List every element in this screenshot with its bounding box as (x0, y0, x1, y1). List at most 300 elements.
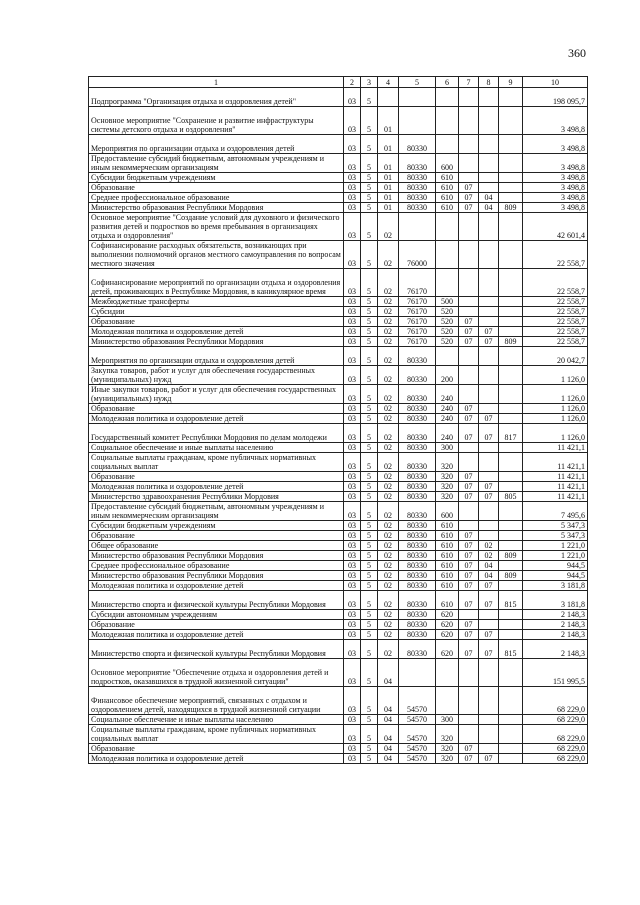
cell-subsection (479, 154, 499, 173)
cell-subsection (479, 297, 499, 307)
cell-subprogram: 5 (361, 640, 378, 659)
cell-direction: 80330 (399, 347, 436, 366)
cell-program: 03 (344, 744, 361, 754)
cell-section: 07 (459, 203, 479, 213)
cell-program: 03 (344, 610, 361, 620)
cell-name: Образование (89, 317, 344, 327)
cell-section: 07 (459, 551, 479, 561)
cell-section: 07 (459, 492, 479, 502)
cell-section (459, 687, 479, 715)
table-body (89, 88, 588, 764)
cell-direction: 54570 (399, 725, 436, 744)
cell-subprogram: 5 (361, 193, 378, 203)
cell-ministry: 809 (499, 337, 523, 347)
cell-ministry (499, 154, 523, 173)
cell-name: Министерство образования Республики Мордовия (89, 571, 344, 581)
cell-section: 07 (459, 620, 479, 630)
cell-direction (399, 659, 436, 687)
cell-section: 07 (459, 744, 479, 754)
cell-amount: 1 126,0 (523, 404, 588, 414)
cell-name: Молодежная политика и оздоровление детей (89, 630, 344, 640)
cell-direction: 80330 (399, 173, 436, 183)
cell-direction: 76170 (399, 307, 436, 317)
cell-subprogram: 5 (361, 591, 378, 610)
cell-subprogram: 5 (361, 630, 378, 640)
cell-program: 03 (344, 327, 361, 337)
cell-section (459, 715, 479, 725)
cell-ministry: 809 (499, 551, 523, 561)
cell-direction: 80330 (399, 414, 436, 424)
cell-section: 07 (459, 581, 479, 591)
cell-ministry (499, 297, 523, 307)
cell-subsection (479, 241, 499, 269)
cell-subsection: 07 (479, 424, 499, 443)
cell-amount: 2 148,3 (523, 630, 588, 640)
cell-amount: 3 498,8 (523, 135, 588, 154)
cell-subprogram: 5 (361, 744, 378, 754)
cell-expense-type: 520 (436, 327, 459, 337)
cell-activity: 01 (378, 203, 399, 213)
table-row (89, 366, 588, 385)
cell-activity: 01 (378, 135, 399, 154)
cell-amount: 68 229,0 (523, 715, 588, 725)
cell-program: 03 (344, 687, 361, 715)
cell-name: Государственный комитет Республики Мордовия по делам молодежи (89, 424, 344, 443)
cell-subprogram: 5 (361, 754, 378, 764)
cell-direction: 80330 (399, 443, 436, 453)
cell-subprogram: 5 (361, 687, 378, 715)
header-row (89, 77, 588, 88)
cell-name: Министерство образования Республики Мордовия (89, 551, 344, 561)
cell-subprogram: 5 (361, 581, 378, 591)
cell-section (459, 269, 479, 297)
cell-direction (399, 107, 436, 135)
table-row (89, 531, 588, 541)
cell-amount: 42 601,4 (523, 213, 588, 241)
cell-section: 07 (459, 472, 479, 482)
cell-amount: 1 126,0 (523, 424, 588, 443)
cell-expense-type: 610 (436, 183, 459, 193)
cell-ministry (499, 414, 523, 424)
cell-subsection (479, 404, 499, 414)
cell-program: 03 (344, 366, 361, 385)
cell-program: 03 (344, 88, 361, 107)
table-row (89, 482, 588, 492)
cell-activity: 01 (378, 154, 399, 173)
cell-subsection: 07 (479, 630, 499, 640)
cell-direction: 54570 (399, 744, 436, 754)
cell-subprogram: 5 (361, 472, 378, 482)
cell-subprogram: 5 (361, 531, 378, 541)
cell-amount: 1 221,0 (523, 541, 588, 551)
cell-ministry (499, 531, 523, 541)
cell-ministry (499, 88, 523, 107)
table-row (89, 414, 588, 424)
cell-subsection: 07 (479, 754, 499, 764)
cell-ministry (499, 715, 523, 725)
cell-subsection (479, 317, 499, 327)
cell-activity: 02 (378, 531, 399, 541)
cell-subsection: 07 (479, 581, 499, 591)
cell-activity: 02 (378, 337, 399, 347)
cell-subsection (479, 135, 499, 154)
cell-subsection (479, 620, 499, 630)
cell-ministry: 815 (499, 640, 523, 659)
cell-amount: 198 095,7 (523, 88, 588, 107)
cell-program: 03 (344, 107, 361, 135)
cell-subprogram: 5 (361, 366, 378, 385)
cell-activity: 01 (378, 193, 399, 203)
cell-program: 03 (344, 725, 361, 744)
cell-expense-type (436, 88, 459, 107)
cell-direction: 80330 (399, 482, 436, 492)
cell-direction: 80330 (399, 366, 436, 385)
cell-direction: 80330 (399, 183, 436, 193)
cell-program: 03 (344, 414, 361, 424)
cell-program: 03 (344, 453, 361, 472)
cell-subprogram: 5 (361, 453, 378, 472)
cell-amount: 944,5 (523, 561, 588, 571)
table-row (89, 715, 588, 725)
cell-section: 07 (459, 404, 479, 414)
cell-direction: 80330 (399, 472, 436, 482)
cell-program: 03 (344, 154, 361, 173)
cell-expense-type: 610 (436, 591, 459, 610)
cell-amount: 3 498,8 (523, 183, 588, 193)
cell-subprogram: 5 (361, 173, 378, 183)
table-row (89, 337, 588, 347)
cell-program: 03 (344, 347, 361, 366)
cell-expense-type (436, 241, 459, 269)
cell-program: 03 (344, 620, 361, 630)
cell-activity: 01 (378, 173, 399, 183)
cell-name: Предоставление субсидий бюджетным, автономным учреждениям и иным некоммерческим организациям (89, 154, 344, 173)
cell-program: 03 (344, 492, 361, 502)
cell-activity: 02 (378, 482, 399, 492)
cell-subprogram: 5 (361, 551, 378, 561)
cell-subprogram: 5 (361, 269, 378, 297)
cell-ministry (499, 725, 523, 744)
cell-direction: 80330 (399, 531, 436, 541)
table-row (89, 135, 588, 154)
cell-activity: 04 (378, 659, 399, 687)
cell-ministry (499, 472, 523, 482)
table-row (89, 571, 588, 581)
cell-ministry (499, 327, 523, 337)
cell-section: 07 (459, 754, 479, 764)
cell-ministry (499, 659, 523, 687)
cell-subsection: 04 (479, 561, 499, 571)
cell-subsection (479, 183, 499, 193)
cell-section: 07 (459, 424, 479, 443)
cell-name: Молодежная политика и оздоровление детей (89, 581, 344, 591)
cell-direction: 54570 (399, 687, 436, 715)
cell-activity: 02 (378, 492, 399, 502)
cell-subprogram: 5 (361, 203, 378, 213)
cell-name: Образование (89, 620, 344, 630)
cell-ministry (499, 453, 523, 472)
cell-direction: 80330 (399, 591, 436, 610)
cell-amount: 22 558,7 (523, 327, 588, 337)
cell-name: Софинансирование мероприятий по организации отдыха и оздоровления детей, проживающих в Республике Мордовия, в каникулярное время (89, 269, 344, 297)
cell-name: Образование (89, 404, 344, 414)
cell-ministry (499, 630, 523, 640)
cell-amount: 68 229,0 (523, 754, 588, 764)
cell-name: Молодежная политика и оздоровление детей (89, 414, 344, 424)
cell-direction: 80330 (399, 502, 436, 521)
cell-section (459, 725, 479, 744)
cell-section: 07 (459, 541, 479, 551)
cell-ministry (499, 317, 523, 327)
cell-amount: 1 221,0 (523, 551, 588, 561)
cell-direction: 80330 (399, 492, 436, 502)
cell-activity: 01 (378, 107, 399, 135)
cell-ministry (499, 502, 523, 521)
cell-section: 07 (459, 630, 479, 640)
page-number: 360 (568, 46, 586, 60)
cell-section (459, 297, 479, 307)
table-row (89, 327, 588, 337)
table-row (89, 521, 588, 531)
cell-name: Министерство спорта и физической культуры Республики Мордовия (89, 640, 344, 659)
cell-ministry (499, 269, 523, 297)
cell-program: 03 (344, 307, 361, 317)
cell-name: Основное мероприятие "Обеспечение отдыха и оздоровления детей и подростков, оказавшихся в трудной жизненной ситуации" (89, 659, 344, 687)
cell-subsection: 02 (479, 551, 499, 561)
cell-program: 03 (344, 317, 361, 327)
cell-subsection (479, 659, 499, 687)
cell-program: 03 (344, 385, 361, 404)
cell-amount: 1 126,0 (523, 385, 588, 404)
cell-subprogram: 5 (361, 620, 378, 630)
cell-subprogram: 5 (361, 241, 378, 269)
cell-expense-type (436, 107, 459, 135)
cell-direction: 54570 (399, 754, 436, 764)
cell-expense-type: 320 (436, 725, 459, 744)
cell-amount: 2 148,3 (523, 620, 588, 630)
cell-expense-type: 500 (436, 297, 459, 307)
table-row (89, 492, 588, 502)
cell-amount: 22 558,7 (523, 307, 588, 317)
cell-subprogram: 5 (361, 521, 378, 531)
cell-name: Социальное обеспечение и иные выплаты населению (89, 443, 344, 453)
cell-activity: 02 (378, 453, 399, 472)
cell-activity: 04 (378, 715, 399, 725)
cell-name: Среднее профессиональное образование (89, 193, 344, 203)
cell-section: 07 (459, 591, 479, 610)
cell-amount: 151 995,5 (523, 659, 588, 687)
cell-amount: 11 421,1 (523, 492, 588, 502)
table-row (89, 610, 588, 620)
cell-subprogram: 5 (361, 307, 378, 317)
cell-direction: 80330 (399, 385, 436, 404)
cell-amount: 22 558,7 (523, 241, 588, 269)
cell-subsection: 07 (479, 591, 499, 610)
cell-ministry (499, 610, 523, 620)
cell-amount: 3 498,8 (523, 173, 588, 183)
cell-activity: 04 (378, 744, 399, 754)
cell-amount: 68 229,0 (523, 744, 588, 754)
column-header: 5 (399, 77, 436, 88)
cell-ministry (499, 443, 523, 453)
table-row (89, 307, 588, 317)
cell-subsection: 07 (479, 337, 499, 347)
cell-subsection (479, 715, 499, 725)
cell-ministry (499, 183, 523, 193)
cell-subsection (479, 213, 499, 241)
cell-subprogram: 5 (361, 571, 378, 581)
cell-section: 07 (459, 531, 479, 541)
cell-subsection (479, 502, 499, 521)
column-header: 6 (436, 77, 459, 88)
cell-subprogram: 5 (361, 482, 378, 492)
cell-section (459, 213, 479, 241)
cell-expense-type: 610 (436, 561, 459, 571)
cell-activity: 02 (378, 571, 399, 581)
cell-expense-type: 320 (436, 482, 459, 492)
cell-activity: 02 (378, 347, 399, 366)
cell-activity: 02 (378, 561, 399, 571)
cell-activity: 04 (378, 725, 399, 744)
cell-program: 03 (344, 183, 361, 193)
column-header: 9 (499, 77, 523, 88)
cell-name: Основное мероприятие "Создание условий для духовного и физического развития детей и подростков во время пребывания в организациях отдыха и оздоровления" (89, 213, 344, 241)
cell-ministry (499, 173, 523, 183)
cell-direction (399, 213, 436, 241)
cell-expense-type: 610 (436, 193, 459, 203)
cell-direction: 80330 (399, 424, 436, 443)
cell-ministry (499, 347, 523, 366)
cell-subprogram: 5 (361, 327, 378, 337)
cell-direction: 80330 (399, 154, 436, 173)
cell-subsection (479, 347, 499, 366)
cell-amount: 3 181,8 (523, 581, 588, 591)
cell-subprogram: 5 (361, 492, 378, 502)
cell-subsection: 07 (479, 414, 499, 424)
cell-direction: 80330 (399, 453, 436, 472)
cell-program: 03 (344, 424, 361, 443)
cell-subprogram: 5 (361, 561, 378, 571)
table-row (89, 297, 588, 307)
column-header: 4 (378, 77, 399, 88)
cell-section: 07 (459, 561, 479, 571)
cell-expense-type: 240 (436, 414, 459, 424)
cell-section: 07 (459, 482, 479, 492)
cell-program: 03 (344, 203, 361, 213)
cell-subprogram: 5 (361, 135, 378, 154)
cell-name: Субсидии (89, 307, 344, 317)
cell-ministry (499, 581, 523, 591)
cell-direction (399, 88, 436, 107)
cell-section (459, 107, 479, 135)
cell-subsection (479, 173, 499, 183)
cell-ministry (499, 107, 523, 135)
cell-direction: 80330 (399, 135, 436, 154)
cell-subsection (479, 531, 499, 541)
cell-ministry (499, 744, 523, 754)
cell-name: Образование (89, 531, 344, 541)
cell-amount: 1 126,0 (523, 366, 588, 385)
column-header: 8 (479, 77, 499, 88)
cell-program: 03 (344, 561, 361, 571)
cell-subprogram: 5 (361, 317, 378, 327)
cell-program: 03 (344, 443, 361, 453)
cell-ministry (499, 754, 523, 764)
cell-expense-type: 610 (436, 541, 459, 551)
cell-section (459, 453, 479, 472)
cell-subsection (479, 366, 499, 385)
cell-section: 07 (459, 414, 479, 424)
cell-expense-type: 320 (436, 472, 459, 482)
cell-ministry (499, 541, 523, 551)
cell-amount: 20 042,7 (523, 347, 588, 366)
cell-expense-type: 620 (436, 610, 459, 620)
cell-subsection (479, 725, 499, 744)
cell-expense-type: 520 (436, 317, 459, 327)
cell-name: Финансовое обеспечение мероприятий, связанных с отдыхом и оздоровлением детей, находящихся в трудной жизненной ситуации (89, 687, 344, 715)
cell-subsection (479, 610, 499, 620)
cell-program: 03 (344, 135, 361, 154)
cell-name: Образование (89, 183, 344, 193)
cell-amount: 11 421,1 (523, 482, 588, 492)
cell-program: 03 (344, 541, 361, 551)
cell-ministry: 815 (499, 591, 523, 610)
cell-amount: 2 148,3 (523, 610, 588, 620)
cell-amount: 2 148,3 (523, 640, 588, 659)
cell-program: 03 (344, 571, 361, 581)
cell-direction: 80330 (399, 404, 436, 414)
cell-activity: 02 (378, 541, 399, 551)
cell-program: 03 (344, 551, 361, 561)
cell-ministry (499, 687, 523, 715)
cell-program: 03 (344, 591, 361, 610)
cell-activity: 04 (378, 687, 399, 715)
cell-expense-type: 610 (436, 571, 459, 581)
cell-name: Субсидии бюджетным учреждениям (89, 521, 344, 531)
cell-name: Образование (89, 472, 344, 482)
cell-program: 03 (344, 630, 361, 640)
cell-name: Министерство образования Республики Мордовия (89, 337, 344, 347)
cell-expense-type: 520 (436, 337, 459, 347)
cell-subprogram: 5 (361, 154, 378, 173)
table-row (89, 173, 588, 183)
cell-name: Основное мероприятие "Сохранение и развитие инфраструктуры системы детского отдыха и оздоровления" (89, 107, 344, 135)
cell-name: Социальное обеспечение и иные выплаты населению (89, 715, 344, 725)
budget-table (88, 76, 588, 764)
cell-activity: 02 (378, 317, 399, 327)
cell-activity: 02 (378, 610, 399, 620)
cell-section: 07 (459, 183, 479, 193)
cell-ministry (499, 193, 523, 203)
cell-expense-type: 610 (436, 173, 459, 183)
cell-program: 03 (344, 269, 361, 297)
cell-direction: 80330 (399, 581, 436, 591)
cell-subprogram: 5 (361, 424, 378, 443)
cell-direction: 76000 (399, 241, 436, 269)
cell-expense-type: 610 (436, 581, 459, 591)
cell-section (459, 443, 479, 453)
cell-subprogram: 5 (361, 347, 378, 366)
cell-subprogram: 5 (361, 414, 378, 424)
cell-amount: 3 498,8 (523, 107, 588, 135)
cell-expense-type (436, 347, 459, 366)
cell-direction: 80330 (399, 630, 436, 640)
cell-subprogram: 5 (361, 715, 378, 725)
cell-expense-type: 300 (436, 443, 459, 453)
cell-expense-type: 240 (436, 404, 459, 414)
table-row (89, 347, 588, 366)
cell-expense-type: 610 (436, 521, 459, 531)
